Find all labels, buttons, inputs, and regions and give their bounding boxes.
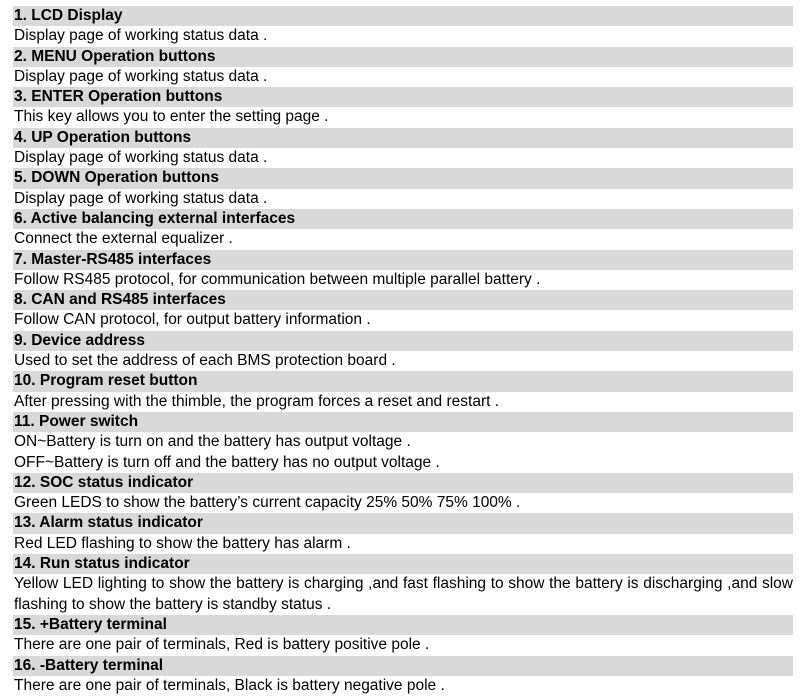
section-description: Display page of working status data . (14, 149, 268, 167)
section-enter-button (13, 87, 793, 128)
section-negative-terminal (13, 656, 793, 697)
section-description: Green LEDS to show the battery’s current capacity 25% 50% 75% 100% . (14, 494, 521, 512)
section-down-button (13, 168, 793, 209)
section-heading: 13. Alarm status indicator (13, 513, 793, 533)
section-heading: 11. Power switch (13, 412, 793, 432)
section-device-address (13, 331, 793, 372)
section-active-balancing (13, 209, 793, 250)
section-positive-terminal (13, 615, 793, 656)
document-body (13, 6, 793, 696)
section-heading: 10. Program reset button (13, 371, 793, 391)
section-heading: 3. ENTER Operation buttons (13, 87, 793, 107)
section-description: Used to set the address of each BMS protection board . (14, 352, 396, 370)
section-heading: 7. Master-RS485 interfaces (13, 250, 793, 270)
section-power-switch (13, 412, 793, 473)
section-description: There are one pair of terminals, Black is battery negative pole . (14, 676, 445, 694)
section-heading: 2. MENU Operation buttons (13, 47, 793, 67)
section-description: Display page of working status data . (14, 189, 268, 207)
section-heading: 16. -Battery terminal (13, 656, 793, 676)
section-menu-button (13, 47, 793, 88)
section-description: Follow RS485 protocol, for communication between multiple parallel battery . (14, 270, 541, 288)
section-heading: 14. Run status indicator (13, 554, 793, 574)
section-soc-indicator (13, 473, 793, 514)
section-program-reset (13, 371, 793, 412)
section-description: This key allows you to enter the setting page . (14, 108, 329, 126)
section-alarm-indicator (13, 513, 793, 554)
section-run-indicator (13, 554, 793, 615)
section-description: There are one pair of terminals, Red is battery positive pole . (14, 636, 430, 654)
section-master-rs485 (13, 250, 793, 291)
section-heading: 1. LCD Display (13, 6, 793, 26)
section-lcd-display (13, 6, 793, 47)
section-description-on: ON~Battery is turn on and the battery has output voltage . (14, 433, 411, 451)
section-description: Connect the external equalizer . (14, 230, 233, 248)
section-description: Red LED flashing to show the battery has alarm . (14, 534, 351, 552)
section-up-button (13, 128, 793, 169)
section-heading: 6. Active balancing external interfaces (13, 209, 793, 229)
section-heading: 15. +Battery terminal (13, 615, 793, 635)
section-description: Display page of working status data . (14, 27, 268, 45)
section-heading: 4. UP Operation buttons (13, 128, 793, 148)
section-description: Follow CAN protocol, for output battery information . (14, 311, 371, 329)
section-can-rs485 (13, 290, 793, 331)
section-heading: 12. SOC status indicator (13, 473, 793, 493)
section-heading: 5. DOWN Operation buttons (13, 168, 793, 188)
section-heading: 9. Device address (13, 331, 793, 351)
section-description: Display page of working status data . (14, 67, 268, 85)
section-description-off: OFF~Battery is turn off and the battery has no output voltage . (14, 453, 440, 471)
section-description: Yellow LED lighting to show the battery is charging ,and fast flashing to show the battery is discharging ,and slow flashing to show the battery is standby status . (14, 575, 793, 613)
section-description: After pressing with the thimble, the program forces a reset and restart . (14, 392, 500, 410)
section-heading: 8. CAN and RS485 interfaces (13, 290, 793, 310)
